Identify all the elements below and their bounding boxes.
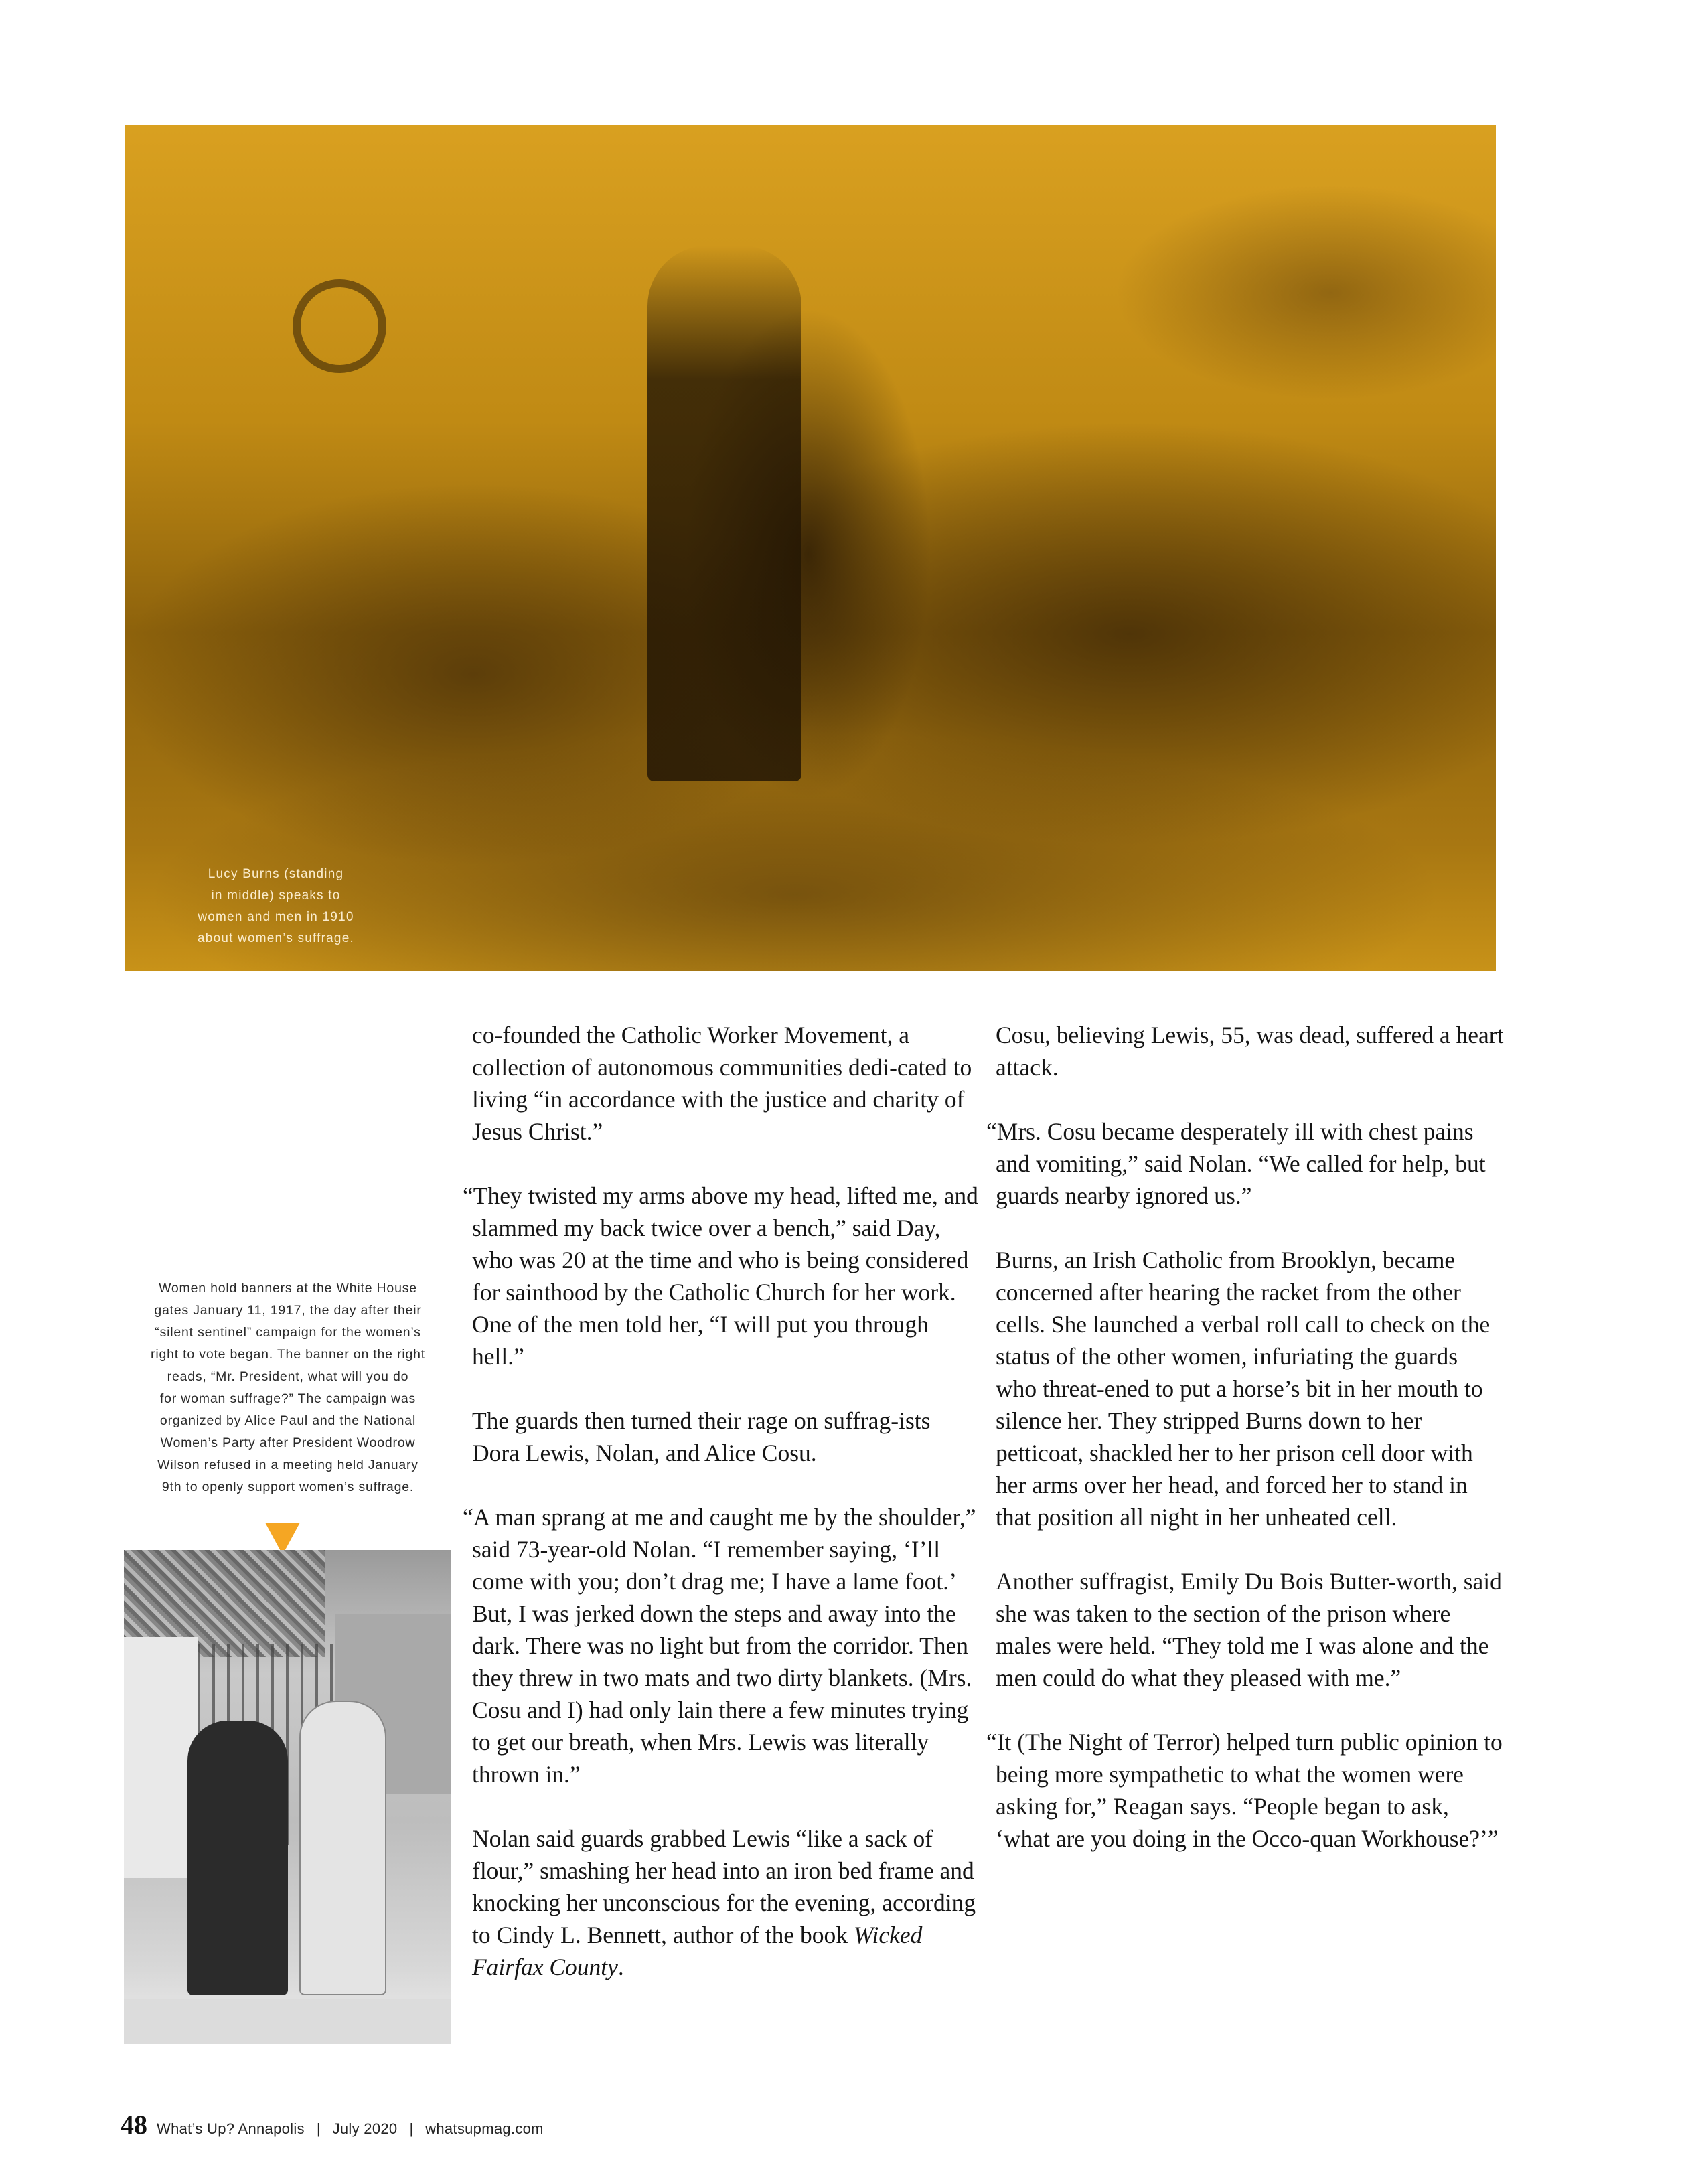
issue-date: July 2020	[332, 2120, 398, 2137]
hero-caption-line: women and men in 1910	[198, 910, 354, 924]
side-caption-line: “silent sentinel” campaign for the women’s	[155, 1325, 421, 1340]
side-caption-line: organized by Alice Paul and the National	[159, 1413, 416, 1428]
side-caption-line: Wilson refused in a meeting held January	[157, 1458, 418, 1472]
side-caption-line: 9th to openly support women’s suffrage.	[161, 1480, 414, 1494]
footer-separator: |	[409, 2120, 414, 2137]
page-footer	[121, 2109, 544, 2140]
side-caption-line: reads, “Mr. President, what will you do	[167, 1369, 409, 1384]
side-caption-line: for woman suffrage?” The campaign was	[159, 1391, 416, 1406]
hero-caption-line: Lucy Burns (standing	[208, 867, 344, 881]
paragraph-text: Nolan said guards grabbed Lewis “like a sack of flour,” smashing her head into an iron bed frame and knocking her unconscious for the evening, according to Cindy L. Bennett, author of the book	[472, 1825, 976, 1948]
side-caption-line: right to vote began. The banner on the right	[151, 1347, 425, 1362]
left-banner-shape	[124, 1637, 198, 1878]
book-title: Wicked Fairfax County	[472, 1922, 923, 1980]
article-paragraph: “It (The Night of Terror) helped turn public opinion to being more sympathetic to what the women were asking for,” Reagan says. “People began to ask, ‘what are you doing in the Occo-quan Workhouse?’”	[986, 1729, 1503, 1852]
hero-caption-line: about women’s suffrage.	[198, 931, 354, 945]
hero-caption-line: in middle) speaks to	[211, 888, 341, 903]
article-paragraph: Cosu, believing Lewis, 55, was dead, suffered a heart attack.	[996, 1022, 1504, 1081]
article-paragraph: Another suffragist, Emily Du Bois Butter-worth, said she was taken to the section of the prison where males were held. “They told me I was alone and the men could do what they pleased with me.”	[996, 1568, 1502, 1691]
article-paragraph: co-founded the Catholic Worker Movement, a collection of autonomous communities dedi-cated to living “in accordance with the justice and charity of Jesus Christ.”	[472, 1022, 972, 1145]
side-caption-line: gates January 11, 1917, the day after their	[154, 1303, 422, 1318]
article-paragraph: “Mrs. Cosu became desperately ill with chest pains and vomiting,” said Nolan. “We called for help, but guards nearby ignored us.”	[986, 1118, 1486, 1209]
woman-dark-coat-shape	[187, 1721, 288, 1995]
article-paragraph: “They twisted my arms above my head, lifted me, and slammed my back twice over a bench,” said Day, who was 20 at the time and who is being considered for sainthood by the Catholic Church for her work. One of the men told her, “I will put you through hell.”	[463, 1182, 978, 1370]
side-photo-caption	[131, 1277, 445, 1498]
white-house-gates-photo	[124, 1550, 451, 2044]
hero-photo	[125, 125, 1496, 971]
hero-photo-caption	[192, 864, 360, 949]
article-paragraph: Burns, an Irish Catholic from Brooklyn, became concerned after hearing the racket from the other cells. She launched a verbal roll call to check on the status of the other women, infuriating the guards who threat-ened to put a horse’s bit in her mouth to silence her. They stripped Burns down to her petticoat, shackled her to her prison cell door with her arms over her head, and forced her to stand in that position all night in her unheated cell.	[996, 1247, 1490, 1531]
website-link[interactable]: whatsupmag.com	[425, 2120, 544, 2137]
woman-light-coat-shape	[299, 1701, 386, 1995]
side-caption-line: Women hold banners at the White House	[159, 1281, 417, 1296]
side-caption-line: Women’s Party after President Woodrow	[160, 1435, 416, 1450]
article-paragraph: The guards then turned their rage on suffrag-ists Dora Lewis, Nolan, and Alice Cosu.	[472, 1407, 931, 1466]
car-wheel-shape	[293, 279, 386, 373]
article-paragraph: “A man sprang at me and caught me by the shoulder,” said 73-year-old Nolan. “I remember saying, ‘I’ll come with you; don’t drag me; I have a lame foot.’ But, I was jerked down the steps and away into the dark. There was no light but from the corridor. Then they threw in two mats and two dirty blankets. (Mrs. Cosu and I) had only lain there a few minutes trying to get our breath, when Mrs. Lewis was literally thrown in.”	[463, 1504, 976, 1788]
ground-shape	[124, 1999, 451, 2044]
article-column-2	[986, 1019, 1505, 1887]
article-paragraph	[472, 1822, 981, 1983]
article-column-1	[463, 1019, 981, 2015]
paragraph-text: .	[617, 1954, 624, 1980]
page-number: 48	[121, 2110, 147, 2140]
footer-separator: |	[316, 2120, 321, 2137]
publication-name: What’s Up? Annapolis	[157, 2120, 305, 2137]
speaker-figure-shape	[647, 246, 801, 781]
